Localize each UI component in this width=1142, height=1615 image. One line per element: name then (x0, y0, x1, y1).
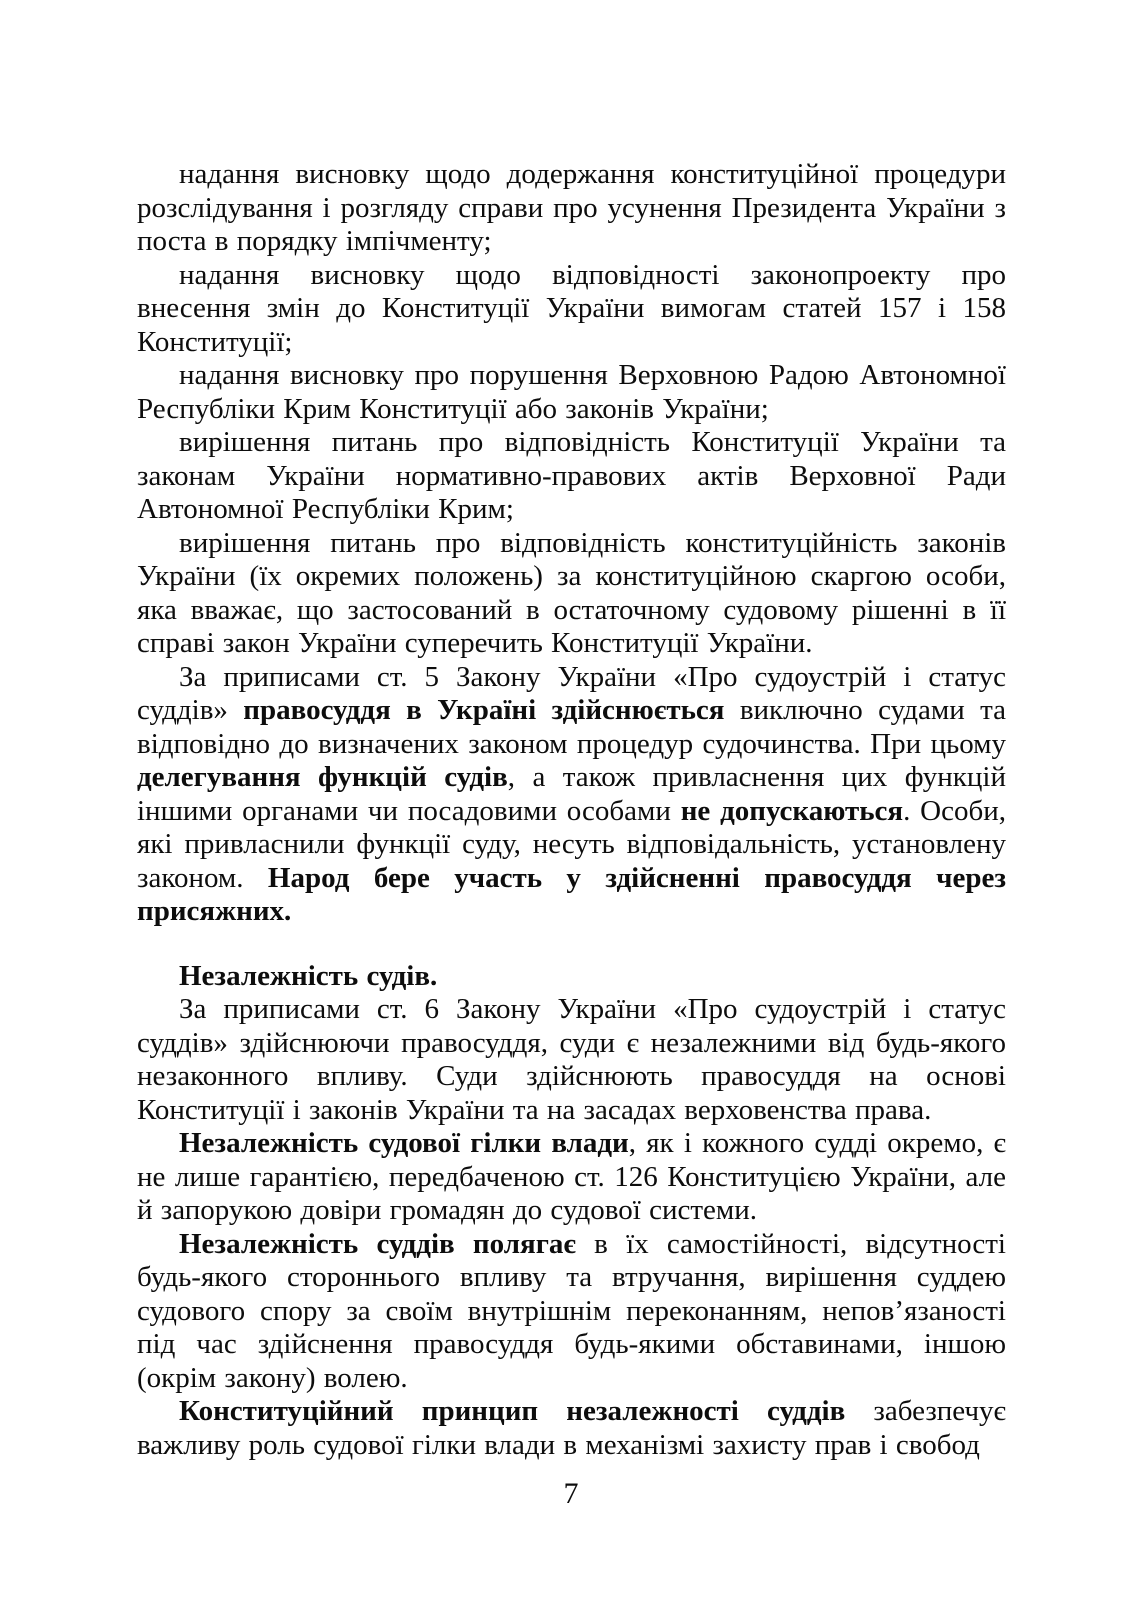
text-run: За приписами ст. 6 Закону України «Про судоустрій і статус суддів» здійснюючи правосуддя, суди є незалежними від будь-якого незаконного впливу. Суди здійснюють правосуддя на основі Конституції і законів України та на засадах верховенства права. (137, 993, 1006, 1126)
bold-text-run: делегування функцій судів (137, 761, 508, 793)
bold-text-run: Конституційний принцип незалежності суддів (179, 1395, 846, 1427)
paragraph-constitution-amendments-conclusion (137, 259, 1006, 360)
text-run: забезпечує важливу роль судової гілки влади в механізмі захисту прав і свобод (137, 1395, 1006, 1461)
text-run: , як і кожного судді окремо, є не лише гарантією, передбаченою ст. 126 Конституцією України, але й запорукою довіри громадян до судової системи. (137, 1127, 1006, 1226)
paragraph-crimea-acts-conformity (137, 426, 1006, 527)
paragraph-courts-independence-article6 (137, 993, 1006, 1127)
bold-text-run: правосуддя в Україні здійснюється (243, 694, 725, 726)
paragraph-constitutional-principle (137, 1395, 1006, 1462)
bold-text-run: Незалежність судів. (179, 959, 438, 992)
text-run: . Особи, які привласнили функції суду, несуть відповідальність, установлену законом. (137, 794, 1007, 894)
text-run: в їх самостійності, відсутності будь-якого стороннього впливу та втручання, вирішення суддею судового спору за своїм внутрішнім переконанням, непов’язаності під час здійснення правосуддя будь-якими обставинами, іншою (окрім закону) волею. (137, 1227, 1006, 1394)
section-heading-judicial-independence (137, 960, 1006, 994)
page-body (137, 158, 1006, 1462)
paragraph-impeachment-procedure-conclusion (137, 158, 1006, 259)
text-run: вирішення питань про відповідність конституційність законів України (їх окремих положень) за конституційною скаргою особи, яка вважає, що застосований в остаточному судовому рішенні в її справі закон України суперечить Конституції України. (137, 526, 1006, 659)
paragraph-justice-by-courts-article5 (137, 661, 1006, 929)
page-number: 7 (563, 1477, 579, 1510)
text-run: надання висновку щодо додержання конституційної процедури розслідування і розгляду справи про усунення Президента України з поста в порядку імпічменту; (137, 158, 1006, 257)
bold-text-run: Народ бере участь у здійсненні правосуддя через присяжних. (137, 861, 1007, 927)
paragraph-crimea-violation-conclusion (137, 359, 1006, 426)
text-run: вирішення питань про відповідність Конституції України та законам України нормативно-правових актів Верховної Ради Автономної Республіки Крим; (137, 426, 1006, 525)
bold-text-run: Незалежність судової гілки влади (179, 1127, 629, 1159)
text-run: , а також привласнення цих функцій іншими органами чи посадовими особами (137, 761, 1006, 827)
paragraph-constitutional-complaint (137, 527, 1006, 661)
text-run: За приписами ст. 5 Закону України «Про судоустрій і статус суддів» (137, 660, 1006, 726)
bold-text-run: Незалежність суддів полягає (179, 1227, 576, 1260)
text-run: надання висновку щодо відповідності законопроекту про внесення змін до Конституції України вимогам статей 157 і 158 Конституції; (137, 258, 1006, 358)
bold-text-run: не допускаються (680, 794, 904, 827)
paragraph-judges-independence-essence (137, 1228, 1006, 1396)
text-run: виключно судами та відповідно до визначених законом процедур судочинства. При цьому (137, 694, 1006, 760)
text-run: надання висновку про порушення Верховною Радою Автономної Республіки Крим Конституції або законів України; (137, 359, 1006, 425)
paragraph-judicial-branch-independence (137, 1127, 1006, 1228)
